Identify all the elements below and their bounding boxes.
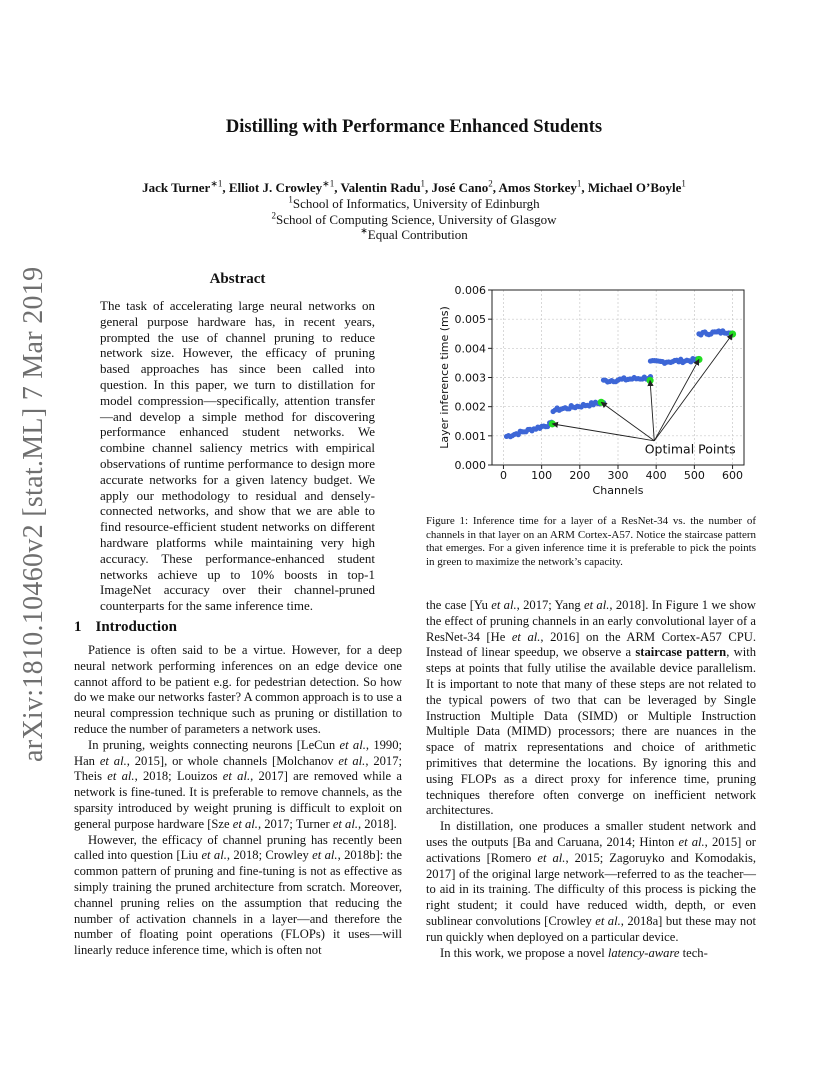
y-tick-label: 0.001 bbox=[454, 429, 486, 443]
abstract-text: The task of accelerating large neural networks on general purpose hardware has, in recent years, prompted the use of channel pruning to reduce network size. However, the efficacy of pruning based approaches has since been called into question. In this paper, we turn to distillation for model compression—specifically, attention transfer—and develop a simple method for discovering performance enhanced student networks. We combine channel saliency metrics with empirical observations of runtime performance to design more accurate networks for a given latency budget. We apply our methodology to residual and densely-connected networks, and show that we are able to find resource-efficient student networks on different hardware platforms while maintaining very high accuracy. These performance-enhanced student networks achieve up to 10% boosts in top-1 ImageNet accuracy over their channel-pruned counterparts for the same inference time. bbox=[100, 298, 375, 614]
right-column-body bbox=[426, 598, 756, 961]
author-affiliation-marker: 1 bbox=[576, 178, 582, 189]
x-tick-label: 300 bbox=[607, 469, 629, 482]
author-list bbox=[0, 180, 828, 196]
author-affiliation-marker: 2 bbox=[488, 178, 493, 189]
affiliation-2-marker: 2 bbox=[271, 210, 276, 221]
author-affiliation-marker: 1 bbox=[420, 178, 426, 189]
author-affiliation-marker: ∗1 bbox=[210, 178, 223, 189]
author-name: José Cano bbox=[431, 180, 489, 195]
author-affiliation-marker: ∗1 bbox=[322, 178, 335, 189]
x-tick-label: 400 bbox=[645, 469, 667, 482]
paper-title: Distilling with Performance Enhanced Students bbox=[225, 117, 603, 137]
y-tick-label: 0.004 bbox=[454, 342, 486, 356]
annotation-arrow bbox=[650, 380, 654, 440]
annotation-arrow bbox=[552, 424, 654, 441]
x-tick-label: 200 bbox=[569, 469, 591, 482]
intro-paragraph-3: However, the efficacy of channel pruning has recently been called into question [Liu et al., 2018; Crowley et al., 2018b]: the common pattern of pruning and fine-tuning is not as effective as simply training the pruned architecture from scratch. Moreover, channel pruning relies on the assumption that reducing the number of activation channels in a layer—and therefore the number of floating point operations (FLOPs) it uses—will linearly reduce inference time, which is often not bbox=[74, 832, 403, 958]
x-axis-label: Channels bbox=[592, 484, 644, 497]
author-separator: , bbox=[492, 180, 499, 195]
intro-paragraph-2: In pruning, weights connecting neurons [LeCun et al., 1990; Han et al., 2015], or whole channels [Molchanov et al., 2017; Theis et al., 2018; Louizos et al., 2017] are removed while a network is fine-tuned. It is preferable to remove channels, as the sparsity introduced by weight pruning is difficult to exploit on general purpose hardware [Sze et al., 2017; Turner et al., 2018]. bbox=[74, 737, 403, 831]
figure-1-chart bbox=[432, 280, 762, 500]
right-paragraph-3: In this work, we propose a novel latency-aware tech- bbox=[440, 945, 708, 960]
annotation-arrow bbox=[654, 334, 732, 441]
y-tick-label: 0.005 bbox=[454, 313, 486, 327]
author-name: Valentin Radu bbox=[340, 180, 421, 195]
y-tick-label: 0.000 bbox=[454, 459, 486, 472]
x-tick-label: 600 bbox=[722, 469, 744, 482]
equal-contribution-text: Equal Contribution bbox=[367, 227, 468, 242]
author-separator: , bbox=[581, 180, 588, 195]
affiliation-1-text: School of Informatics, University of Edinburgh bbox=[292, 196, 540, 211]
affiliation-1 bbox=[0, 196, 828, 212]
x-tick-label: 100 bbox=[531, 469, 553, 482]
intro-paragraph-1: Patience is often said to be a virtue. However, for a deep neural network performing inferences on an edge device one cannot afford to be patient e.g. for pedestrian detection. So how do we make our networks faster? A common approach is to use a neural compression technique such as pruning or distillation to reduce the number of parameters a network uses. bbox=[74, 643, 402, 736]
author-separator: , bbox=[425, 180, 432, 195]
author-separator: , bbox=[334, 180, 341, 195]
arxiv-identifier-stamp: arXiv:1810.10460v2 [stat.ML] 7 Mar 2019 bbox=[18, 266, 49, 762]
section-heading-introduction bbox=[74, 619, 177, 636]
y-tick-label: 0.002 bbox=[454, 400, 486, 414]
author-name: Jack Turner bbox=[142, 180, 211, 195]
x-tick-label: 500 bbox=[683, 469, 705, 482]
annotation-arrow bbox=[601, 402, 654, 441]
author-name: Amos Storkey bbox=[498, 180, 577, 195]
x-tick-label: 0 bbox=[499, 469, 507, 482]
author-name: Elliot J. Crowley bbox=[228, 180, 323, 195]
staircase-pattern-emphasis: staircase pattern bbox=[635, 645, 727, 660]
affiliation-1-marker: 1 bbox=[288, 194, 293, 205]
section-number: 1 bbox=[74, 619, 82, 635]
author-separator: , bbox=[222, 180, 229, 195]
equal-contribution-marker: ∗ bbox=[360, 225, 368, 236]
optimal-point bbox=[598, 399, 605, 406]
affiliation-2 bbox=[0, 212, 828, 228]
y-tick-label: 0.006 bbox=[454, 284, 486, 297]
right-paragraph-1: the case [Yu et al., 2017; Yang et al., 2018]. In Figure 1 we show the effect of pruning channels in an early convolutional layer of a ResNet-34 [He et al., 2016] on the ARM Cortex-A57 CPU. Instead of linear speedup, we observe a staircase pattern, with steps at points that fully utilise the available device parallelism. It is important to note that many of these steps are not related to the typical powers of two that can be leveraged by Single Instruction Multiple Data (SIMD) or Multiple Instruction Multiple Data (MIMD) processors; there are nuances in the space of matrix representations and choice of arithmetic primitives that determine the locations. By ignoring this and using FLOPs as a direct proxy for inference time, pruning techniques therefore often converge on inefficient network architectures. bbox=[426, 598, 757, 818]
author-name: Michael O’Boyle bbox=[587, 180, 682, 195]
equal-contribution-note bbox=[0, 227, 828, 243]
annotation-label: Optimal Points bbox=[644, 441, 736, 457]
affiliation-2-text: School of Computing Science, University of Glasgow bbox=[275, 212, 557, 227]
right-paragraph-2: In distillation, one produces a smaller student network and uses the outputs [Ba and Caruana, 2014; Hinton et al., 2015] or activations [Romero et al., 2015; Zagoruyko and Komodakis, 2017] of the original large network—referred to as the teacher—to aid in its training. The difficulty of this process is picking the right student; it could have reduced width, depth, or even sublinear convolutions [Crowley et al., 2018a] but these may not run quickly when deployed on a particular device. bbox=[426, 819, 757, 944]
author-affiliation-marker: 1 bbox=[681, 178, 686, 189]
left-column-body bbox=[74, 643, 402, 959]
y-axis-label: Layer inference time (ms) bbox=[438, 306, 451, 449]
y-tick-label: 0.003 bbox=[454, 371, 486, 385]
figure-1-caption: Figure 1: Inference time for a layer of a ResNet-34 vs. the number of channels in that layer on an ARM Cortex-A57. Notice the staircase pattern that emerges. For a given inference time it is preferable to pick the points in green to maximize the network’s capacity. bbox=[426, 515, 756, 568]
section-title: Introduction bbox=[95, 619, 177, 635]
annotation-arrow bbox=[654, 359, 699, 440]
abstract-heading: Abstract bbox=[209, 271, 266, 287]
